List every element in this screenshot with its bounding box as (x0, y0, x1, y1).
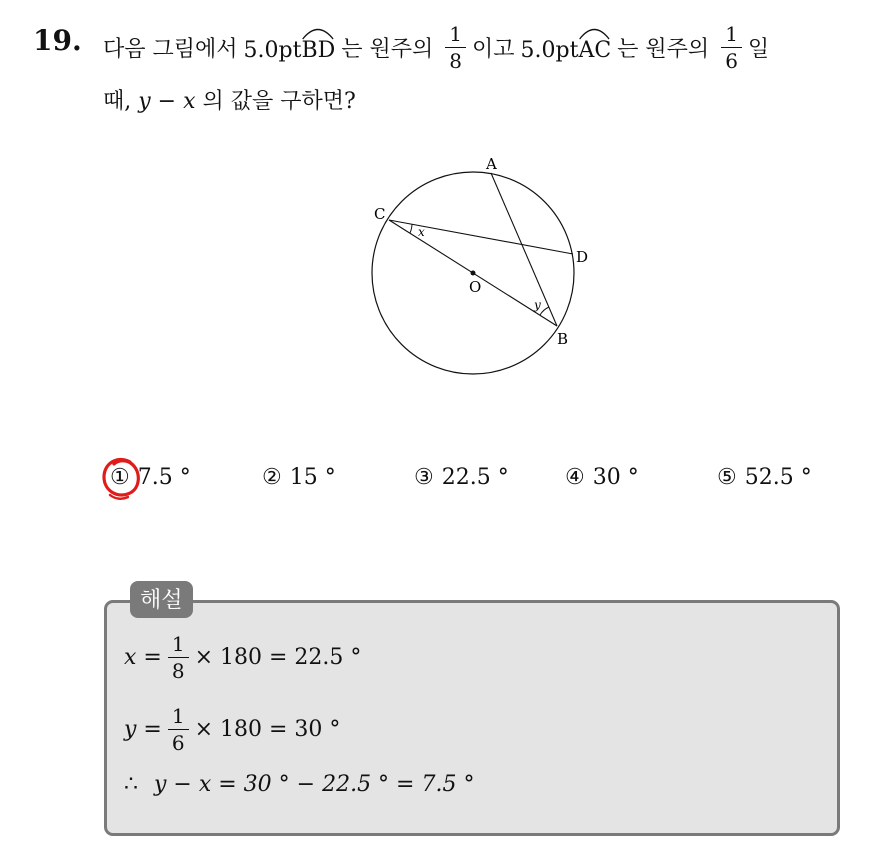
arc-symbol-icon (578, 26, 611, 40)
question-text-5: 일 (747, 36, 770, 62)
therefore-symbol: ∴ (124, 772, 138, 797)
fraction-numerator: 1 (445, 24, 466, 48)
fraction-one-eighth (445, 21, 466, 73)
fraction-denominator: 6 (725, 48, 738, 73)
angle-y-arc (540, 307, 549, 315)
solution-rhs: × 180 = 30 ° (194, 717, 341, 742)
solution-line-2 (124, 706, 340, 753)
fraction-denominator: 8 (449, 48, 462, 73)
label-angle-x: x (418, 225, 425, 239)
solution-tag: 해설 (130, 581, 193, 618)
choice-3[interactable] (414, 465, 509, 490)
solution-fraction (168, 706, 189, 753)
choice-value: 7.5 ° (137, 465, 191, 490)
arc2-group (521, 32, 612, 63)
arc-bd (301, 32, 335, 63)
label-angle-y: y (534, 298, 541, 312)
arc-symbol-icon (301, 26, 335, 40)
fraction-denominator: 6 (171, 731, 185, 755)
solution-line-1 (124, 634, 361, 681)
fraction-numerator: 1 (721, 24, 742, 48)
question-line-2 (103, 84, 356, 115)
choice-5[interactable] (717, 465, 812, 490)
fraction-one-sixth (721, 21, 742, 73)
question-line2-prefix: 때, (103, 89, 132, 114)
solution-lhs: y = (124, 717, 162, 742)
choice-value: 22.5 ° (441, 465, 509, 490)
solution-lhs: x = (124, 645, 162, 670)
question-line-1 (103, 20, 775, 74)
fraction-numerator: 1 (168, 634, 189, 658)
fraction-numerator: 1 (168, 706, 189, 730)
choice-number: ③ (414, 465, 434, 490)
label-d: D (576, 248, 589, 266)
choice-number: ① (110, 465, 130, 490)
solution-fraction (168, 634, 189, 681)
label-o: O (469, 278, 482, 296)
choice-value: 52.5 ° (744, 465, 812, 490)
arc1-label: BD (301, 37, 336, 63)
solution-conclusion: y − x = 30 ° − 22.5 ° = 7.5 ° (154, 772, 475, 797)
choice-4[interactable] (565, 465, 639, 490)
arc-ac (578, 32, 611, 63)
question-text-4: 는 원주의 (617, 36, 710, 62)
label-c: C (374, 205, 386, 223)
question-text-3: 이고 (472, 36, 515, 62)
center-point (471, 271, 476, 276)
choice-number: ④ (565, 465, 585, 490)
arc1-group (244, 32, 336, 63)
choice-number: ⑤ (717, 465, 737, 490)
label-b: B (557, 330, 569, 348)
angle-x-arc (410, 224, 412, 233)
arc2-label: AC (578, 37, 612, 63)
question-text-1: 다음 그림에서 (103, 36, 238, 62)
question-line2-suffix: 의 값을 구하면? (202, 89, 356, 114)
question-number: 19. (33, 24, 82, 57)
circle-figure (355, 150, 605, 385)
question-text-2: 는 원주의 (341, 36, 434, 62)
choice-number: ② (262, 465, 282, 490)
choice-value: 30 ° (592, 465, 639, 490)
answer-circle-mark (100, 455, 142, 501)
arc1-prefix: 5.0pt (243, 37, 302, 63)
solution-line-3 (124, 772, 474, 797)
solution-rhs: × 180 = 22.5 ° (194, 645, 362, 670)
label-a: A (486, 155, 497, 173)
choice-2[interactable] (262, 465, 336, 490)
fraction-denominator: 8 (171, 659, 185, 683)
question-expression: y − x (138, 89, 196, 114)
arc2-prefix: 5.0pt (520, 37, 579, 63)
choice-value: 15 ° (289, 465, 336, 490)
